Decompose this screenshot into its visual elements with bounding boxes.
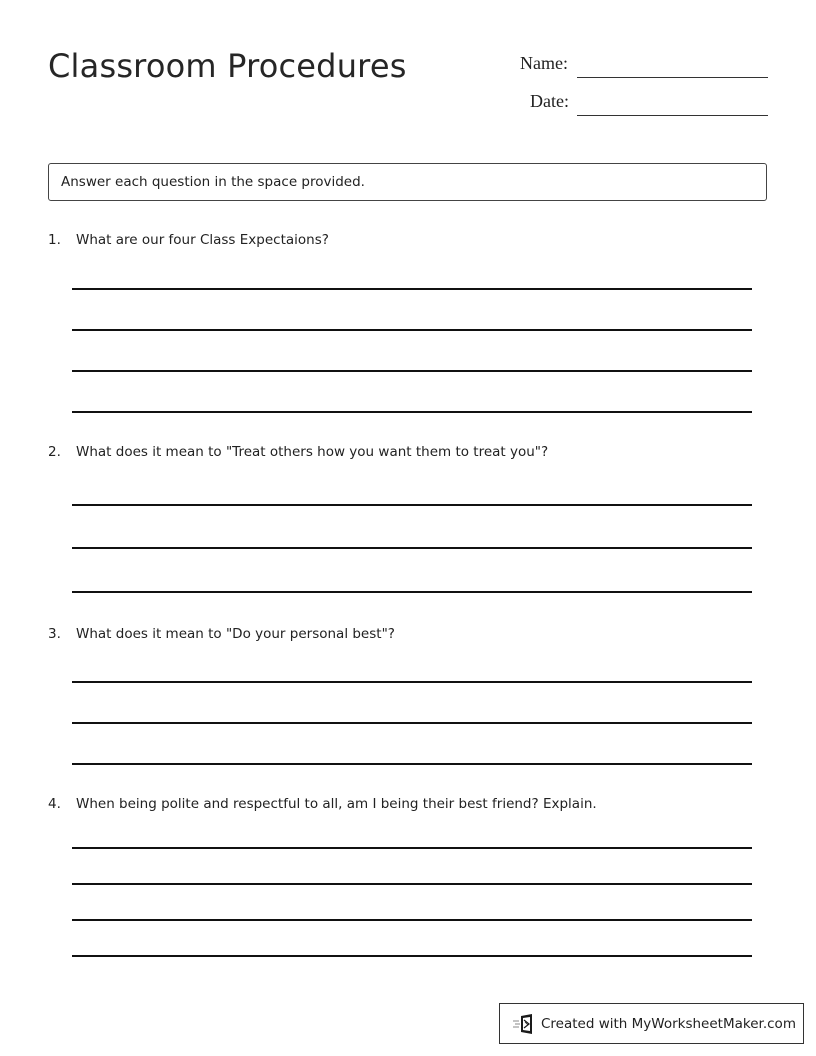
- answer-line[interactable]: [72, 763, 752, 765]
- answer-line[interactable]: [72, 288, 752, 290]
- answer-line[interactable]: [72, 883, 752, 885]
- question-number: 4.: [48, 796, 61, 812]
- question-number: 2.: [48, 444, 61, 460]
- name-field-line[interactable]: [577, 77, 768, 78]
- footer-text: Created with MyWorksheetMaker.com: [541, 1015, 796, 1032]
- instructions-box: [48, 163, 767, 201]
- name-label: Name:: [520, 53, 568, 73]
- question-number: 1.: [48, 232, 61, 248]
- answer-line[interactable]: [72, 919, 752, 921]
- answer-line[interactable]: [72, 370, 752, 372]
- question-text: What does it mean to "Treat others how you want them to treat you"?: [76, 444, 549, 460]
- answer-line[interactable]: [72, 591, 752, 593]
- date-field-line[interactable]: [577, 115, 768, 116]
- answer-line[interactable]: [72, 681, 752, 683]
- question-text: What are our four Class Expectaions?: [76, 232, 329, 248]
- instructions-text: Answer each question in the space provided.: [61, 174, 365, 190]
- answer-line[interactable]: [72, 722, 752, 724]
- answer-line[interactable]: [72, 955, 752, 957]
- date-label: Date:: [530, 91, 569, 111]
- answer-line[interactable]: [72, 847, 752, 849]
- answer-line[interactable]: [72, 504, 752, 506]
- answer-line[interactable]: [72, 411, 752, 413]
- question-text: When being polite and respectful to all, am I being their best friend? Explain.: [76, 796, 597, 812]
- answer-line[interactable]: [72, 329, 752, 331]
- question-text: What does it mean to "Do your personal best"?: [76, 626, 395, 642]
- worksheet-title: Classroom Procedures: [48, 47, 407, 85]
- answer-line[interactable]: [72, 547, 752, 549]
- question-number: 3.: [48, 626, 61, 642]
- worksheet-logo-icon: [512, 1013, 536, 1035]
- footer-credit[interactable]: [499, 1003, 804, 1044]
